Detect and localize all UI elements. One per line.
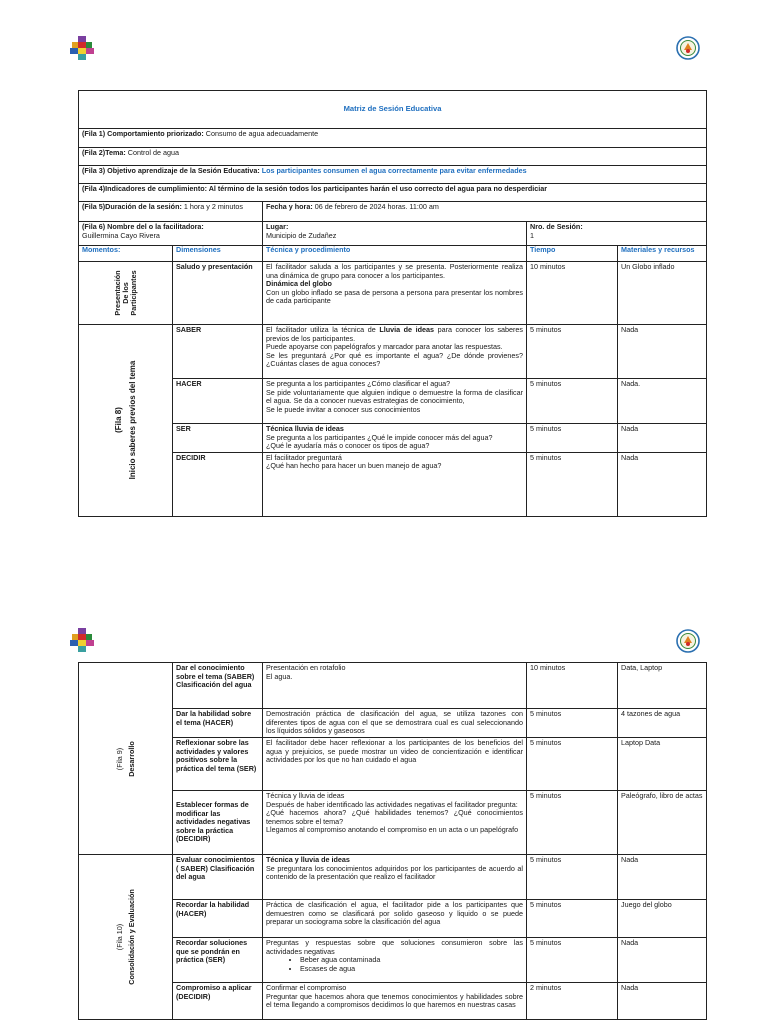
moment-inicio <box>79 325 173 517</box>
tiempo-saber: 5 minutos <box>527 325 618 379</box>
tecnica-consolidacion-hacer: Práctica de clasificación el agua, el facilitador pide a los participantes que demuestren como se clasificará por solido gaseoso y liquido o se puede preparar un sociograma sobre la clasificación del agua <box>263 900 527 938</box>
tecnica-hacer-text-1: Se pregunta a los participantes ¿Cómo clasificar el agua? <box>266 379 451 388</box>
dimension-saber: SABER <box>173 325 263 379</box>
tecnica-consolidacion-decidir-text-1: Confirmar el compromiso <box>266 983 347 992</box>
moment-inicio-fila: (Fila 8) <box>113 407 123 434</box>
tiempo-consolidacion-hacer: 5 minutos <box>527 900 618 938</box>
list-item: • Beber agua contaminada <box>300 956 523 965</box>
dimension-desarrollo-decidir: Establecer formas de modificar las actividades negativas sobre la práctica (DECIDIR) <box>173 791 263 855</box>
moment-presentacion-label: Presentación De los Participantes <box>112 270 138 316</box>
page-2 <box>0 610 768 1024</box>
materiales-consolidacion-hacer: Juego del globo <box>618 900 707 938</box>
materiales-consolidacion-decidir: Nada <box>618 983 707 1020</box>
header-momentos: Momentos: <box>79 246 173 262</box>
tecnica-consolidacion-saber-title: Técnica y lluvia de ideas <box>266 855 350 864</box>
materiales-hacer: Nada. <box>618 379 707 424</box>
tecnica-desarrollo-decidir-text-3: ¿Qué hacemos ahora? ¿Qué habilidades tenemos? ¿Qué conocimientos tenemos sobre el tema? <box>266 808 523 826</box>
tecnica-hacer <box>263 379 527 424</box>
tiempo-consolidacion-ser: 5 minutos <box>527 938 618 983</box>
tiempo-ser: 5 minutos <box>527 424 618 453</box>
moment-presentacion <box>79 262 173 325</box>
tecnica-saber-text-2: Puede apoyarse con papelógrafos y marcador para anotar las respuestas. <box>266 342 503 352</box>
tecnica-saber-text-3: Se les preguntará ¿Por qué es importante el agua? ¿De dónde provienes? ¿Cuántas clases de agua conoces? <box>266 350 523 369</box>
mosaic-cross-logo-icon <box>68 34 96 62</box>
tecnica-desarrollo-ser: El facilitador debe hacer reflexionar a los participantes de los beneficios del agua y prejuicios, se puede mostrar un video de concientización e identificar actividades por los que no han cuidado el agua <box>263 738 527 791</box>
materiales-consolidacion-saber: Nada <box>618 855 707 900</box>
materiales-ser: Nada <box>618 424 707 453</box>
tecnica-consolidacion-saber-text-1: Se preguntara los conocimientos adquiridos por los participantes de acuerdo al contenido de la presentación que realizo el facilitador <box>266 863 523 882</box>
materiales-decidir: Nada <box>618 452 707 516</box>
tecnica-presentacion <box>263 262 527 325</box>
fila-2-value: Control de agua <box>125 148 179 157</box>
dimension-hacer: HACER <box>173 379 263 424</box>
moment-desarrollo-title: Desarrollo <box>126 740 136 777</box>
tecnica-ser-text-1: Se pregunta a los participantes ¿Qué le impide conocer más del agua? <box>266 432 493 442</box>
tiempo-desarrollo-saber: 10 minutos <box>527 663 618 709</box>
tecnica-saber-post: para conocer los saberes previos de los participantes. <box>266 325 524 343</box>
dimension-consolidacion-saber: Evaluar conocimientos ( SABER) Clasificación del agua <box>173 855 263 900</box>
tiempo-desarrollo-hacer: 5 minutos <box>527 709 618 738</box>
moment-consolidacion-fila: (Fila 10) <box>114 923 124 951</box>
fila-6-label: (Fila 6) Nombre del o la facilitadora: <box>82 222 204 231</box>
materiales-desarrollo-decidir: Paleógrafo, libro de actas <box>618 791 707 855</box>
tecnica-desarrollo-saber-text-1: Presentación en rotafolio <box>266 663 346 672</box>
tiempo-consolidacion-saber: 5 minutos <box>527 855 618 900</box>
session-matrix-table-2 <box>78 662 707 1020</box>
tecnica-consolidacion-ser-list <box>266 956 523 973</box>
dimension-decidir: DECIDIR <box>173 452 263 516</box>
lugar-value: Municipio de Zudañez <box>266 230 337 240</box>
matrix-title: Matriz de Sesión Educativa <box>79 91 707 129</box>
fila-1-value: Consumo de agua adecuadamente <box>203 129 319 138</box>
header-tiempo: Tiempo <box>527 246 618 262</box>
tiempo-desarrollo-decidir: 5 minutos <box>527 791 618 855</box>
moment-consolidacion-label <box>114 889 138 984</box>
fila-5-value: 1 hora y 2 minutos <box>181 202 243 211</box>
tecnica-presentacion-text-2: Con un globo inflado se pasa de persona a persona para presentar los nombres de cada participante <box>266 287 523 306</box>
tecnica-presentacion-text-1: El facilitador saluda a los participantes y se presenta. Posteriormente realiza una dinámica de grupo para conocer a los participantes. <box>266 262 523 280</box>
moment-inicio-title: Inicio saberes previos del tema <box>127 361 137 480</box>
mosaic-cross-logo-icon <box>68 626 96 654</box>
tecnica-saber-pre: El facilitador utiliza la técnica de <box>266 325 380 334</box>
materiales-consolidacion-ser: Nada <box>618 938 707 983</box>
tecnica-saber <box>263 325 527 379</box>
tecnica-decidir-text-1: El facilitador preguntará <box>266 452 342 462</box>
lugar-cell <box>263 222 527 246</box>
nro-sesion-label: Nro. de Sesión: <box>530 222 583 231</box>
fecha-cell <box>263 202 707 222</box>
fila-4-row: (Fila 4)Indicadores de cumplimiento: Al término de la sesión todos los participantes harán el uso correcto del agua para no desperdiciar <box>79 184 707 202</box>
tecnica-desarrollo-hacer: Demostración práctica de clasificación del agua, se utiliza tazones con diferentes tipos de agua con el que se demostrara cual es cual seleccionando los líquidos sólidos y gaseosos <box>263 709 527 738</box>
materiales-presentacion: Un Globo inflado <box>618 262 707 325</box>
tecnica-hacer-text-2: Se pide voluntariamente que alguien indique o demuestre la forma de clasificar el agua. Se da a conocer nuevas estrategias de conocimiento, <box>266 387 523 406</box>
moment-consolidacion-title: Consolidación y Evaluación <box>126 889 136 985</box>
tecnica-saber-bold: Lluvia de ideas <box>379 325 435 334</box>
moment-desarrollo-fila: (Fila 9) <box>114 747 124 770</box>
tecnica-ser <box>263 424 527 453</box>
tecnica-desarrollo-saber <box>263 663 527 709</box>
fila-3-label: (Fila 3) Objetivo aprendizaje de la Sesión Educativa: <box>82 166 260 175</box>
dimension-consolidacion-hacer: Recordar la habilidad (HACER) <box>173 900 263 938</box>
tecnica-desarrollo-decidir-text-1: Técnica y lluvia de ideas <box>266 791 345 800</box>
tecnica-presentacion-title: Dinámica del globo <box>266 279 332 289</box>
tiempo-presentacion: 10 minutos <box>527 262 618 325</box>
list-item: • Escases de agua <box>300 965 523 974</box>
nro-sesion-cell <box>527 222 707 246</box>
tecnica-consolidacion-decidir-text-2: Preguntar que hacemos ahora que tenemos conocimientos y habilidades sobre el tema llegando a compromisos decidimos lo que haremos en nuestras casas <box>266 991 523 1010</box>
fila-1-row <box>79 129 707 148</box>
materiales-desarrollo-ser: Laptop Data <box>618 738 707 791</box>
tecnica-desarrollo-decidir-text-2: Después de haber identificado las actividades negativas el facilitador pregunta: <box>266 799 518 809</box>
tecnica-consolidacion-saber <box>263 855 527 900</box>
fila-6-cell <box>79 222 263 246</box>
tecnica-consolidacion-decidir <box>263 983 527 1020</box>
materiales-desarrollo-hacer: 4 tazones de agua <box>618 709 707 738</box>
header-materiales: Materiales y recursos <box>618 246 707 262</box>
materiales-saber: Nada <box>618 325 707 379</box>
session-matrix-table-1 <box>78 90 707 517</box>
tiempo-hacer: 5 minutos <box>527 379 618 424</box>
fila-5-cell <box>79 202 263 222</box>
fila-2-row <box>79 148 707 166</box>
tecnica-decidir <box>263 452 527 516</box>
round-seal-logo-icon <box>676 36 700 60</box>
fila-3-value: Los participantes consumen el agua correctamente para evitar enfermedades <box>259 166 527 175</box>
dimension-ser: SER <box>173 424 263 453</box>
dimension-desarrollo-hacer: Dar la habilidad sobre el tema (HACER) <box>173 709 263 738</box>
materiales-desarrollo-saber: Data, Laptop <box>618 663 707 709</box>
tecnica-ser-text-2: ¿Qué le ayudaría más o conocer os tipos de agua? <box>266 441 430 451</box>
dimension-desarrollo-saber: Dar el conocimiento sobre el tema (SABER) Clasificación del agua <box>173 663 263 709</box>
dimension-consolidacion-decidir: Compromiso a aplicar (DECIDIR) <box>173 983 263 1020</box>
fila-3-row <box>79 166 707 184</box>
header-dimensiones: Dimensiones <box>173 246 263 262</box>
moment-desarrollo <box>79 663 173 855</box>
tiempo-consolidacion-decidir: 2 minutos <box>527 983 618 1020</box>
tecnica-consolidacion-ser-text-1: Preguntas y respuestas sobre que soluciones consumieron sobre las actividades negativas <box>266 938 523 956</box>
tecnica-decidir-text-2: ¿Qué han hecho para hacer un buen manejo de agua? <box>266 461 442 471</box>
fila-5-label: (Fila 5)Duración de la sesión: <box>82 202 182 211</box>
moment-consolidacion <box>79 855 173 1020</box>
round-seal-logo-icon <box>676 629 700 653</box>
tecnica-saber-text-1 <box>266 326 523 343</box>
tiempo-decidir: 5 minutos <box>527 452 618 516</box>
fila-1-label: (Fila 1) Comportamiento priorizado: <box>82 129 204 138</box>
moment-desarrollo-label <box>114 741 138 777</box>
header-tecnica: Técnica y procedimiento <box>263 246 527 262</box>
fecha-label: Fecha y hora: <box>266 202 313 211</box>
dimension-consolidacion-ser: Recordar soluciones que se pondrán en práctica (SER) <box>173 938 263 983</box>
nro-sesion-value: 1 <box>530 230 534 240</box>
fila-2-label: (Fila 2)Tema: <box>82 148 126 157</box>
dimension-saludo: Saludo y presentación <box>173 262 263 325</box>
fila-6-value: Guillermina Cayo Rivera <box>82 230 160 240</box>
tecnica-hacer-text-3: Se le puede invitar a conocer sus conocimientos <box>266 404 421 414</box>
fecha-value: 06 de febrero de 2024 horas. 11:00 am <box>312 202 439 211</box>
tecnica-desarrollo-decidir <box>263 791 527 855</box>
tecnica-desarrollo-decidir-text-4: Llegamos al compromiso anotando el compromiso en un acta o un papelógrafo <box>266 825 519 835</box>
tecnica-consolidacion-ser <box>263 938 527 983</box>
dimension-desarrollo-ser: Reflexionar sobre las actividades y valores positivos sobre la práctica del tema (SER) <box>173 738 263 791</box>
lugar-label: Lugar: <box>266 222 289 231</box>
moment-inicio-label <box>112 361 140 480</box>
tiempo-desarrollo-ser: 5 minutos <box>527 738 618 791</box>
tecnica-desarrollo-saber-text-2: El agua. <box>266 671 293 681</box>
tecnica-ser-title: Técnica lluvia de ideas <box>266 424 344 433</box>
